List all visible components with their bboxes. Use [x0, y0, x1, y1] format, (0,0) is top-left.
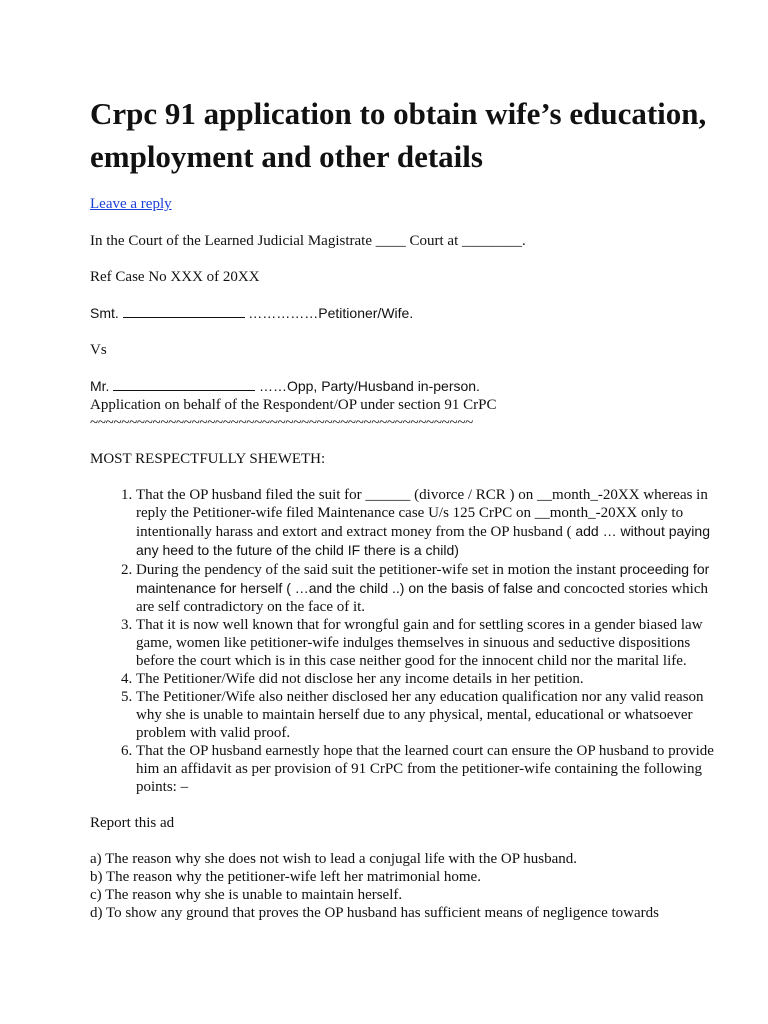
- point-2-tail-text: concocted stories which are self contradictory on the face of it.: [136, 581, 709, 615]
- petitioner-role: Petitioner/Wife.: [318, 305, 414, 321]
- list-item: c) The reason why she is unable to maintain herself.: [90, 887, 403, 903]
- respondent-line: [90, 377, 730, 396]
- leave-reply-link[interactable]: Leave a reply: [90, 196, 172, 212]
- petitioner-dots: ……………: [248, 305, 319, 321]
- alpha-list: [90, 850, 730, 922]
- document-page: [90, 92, 730, 922]
- points-list: [90, 486, 730, 796]
- petitioner-prefix: Smt.: [90, 305, 119, 321]
- list-item: 5. The Petitioner/Wife also neither disclosed her any education qualification nor any valid reason why she is unable to maintain herself due to any physical, mental, educational or whatsoever problem with valid proof.: [136, 688, 730, 742]
- list-item: b) The reason why the petitioner-wife left her matrimonial home.: [90, 869, 481, 885]
- report-ad-link[interactable]: Report this ad: [90, 815, 175, 831]
- ref-case-line: Ref Case No XXX of 20XX: [90, 269, 260, 285]
- respondent-name-blank: [113, 378, 255, 391]
- vs-line: Vs: [90, 342, 107, 358]
- list-item: [136, 560, 730, 616]
- court-line: In the Court of the Learned Judicial Magistrate ____ Court at ________.: [90, 233, 526, 249]
- point-1-sans-text: add … without paying any heed to the future of the child IF there is a child): [136, 523, 710, 558]
- point-2-sans-text: proceeding for maintenance for herself ( …and the child ..) on the basis of false and: [136, 561, 710, 596]
- list-item: d) To show any ground that proves the OP husband has sufficient means of negligence towards: [90, 905, 659, 921]
- petitioner-name-blank: [123, 305, 245, 318]
- list-item: 3. That it is now well known that for wrongful gain and for settling scores in a gender biased law game, women like petitioner-wife indulges themselves in sinuous and seductive dispositions before the court which is in this case neither good for the innocent child nor the marital life.: [136, 616, 730, 670]
- list-item: 4. The Petitioner/Wife did not disclose her any income details in her petition.: [136, 670, 730, 688]
- petitioner-line: [90, 304, 730, 323]
- point-2-text: During the pendency of the said suit the petitioner-wife set in motion the instant: [136, 562, 620, 578]
- respondent-dots: ……: [258, 378, 287, 394]
- list-item: [136, 486, 730, 560]
- tilde-separator: ~~~~~~~~~~~~~~~~~~~~~~~~~~~~~~~~~~~~~~~~~~~~~~~~~: [90, 415, 473, 431]
- application-line: Application on behalf of the Respondent/OP under section 91 CrPC: [90, 397, 497, 413]
- list-item: 6. That the OP husband earnestly hope that the learned court can ensure the OP husband to provide him an affidavit as per provision of 91 CrPC from the petitioner-wife containing the following points: –: [136, 742, 730, 796]
- list-item: a) The reason why she does not wish to lead a conjugal life with the OP husband.: [90, 851, 577, 867]
- page-title: Crpc 91 application to obtain wife’s education, employment and other details: [90, 96, 707, 174]
- respondent-role: Opp, Party/Husband in-person.: [286, 378, 480, 394]
- sheweth-heading: MOST RESPECTFULLY SHEWETH:: [90, 451, 326, 467]
- respondent-prefix: Mr.: [90, 378, 110, 394]
- point-1-text: That the OP husband filed the suit for ______ (divorce / RCR ) on __month_-20XX whereas in reply the Petitioner-wife filed Maintenance case U/s 125 CrPC on __month_-20XX only to intentionally harass and extort and extract money from the OP husband (: [136, 487, 708, 540]
